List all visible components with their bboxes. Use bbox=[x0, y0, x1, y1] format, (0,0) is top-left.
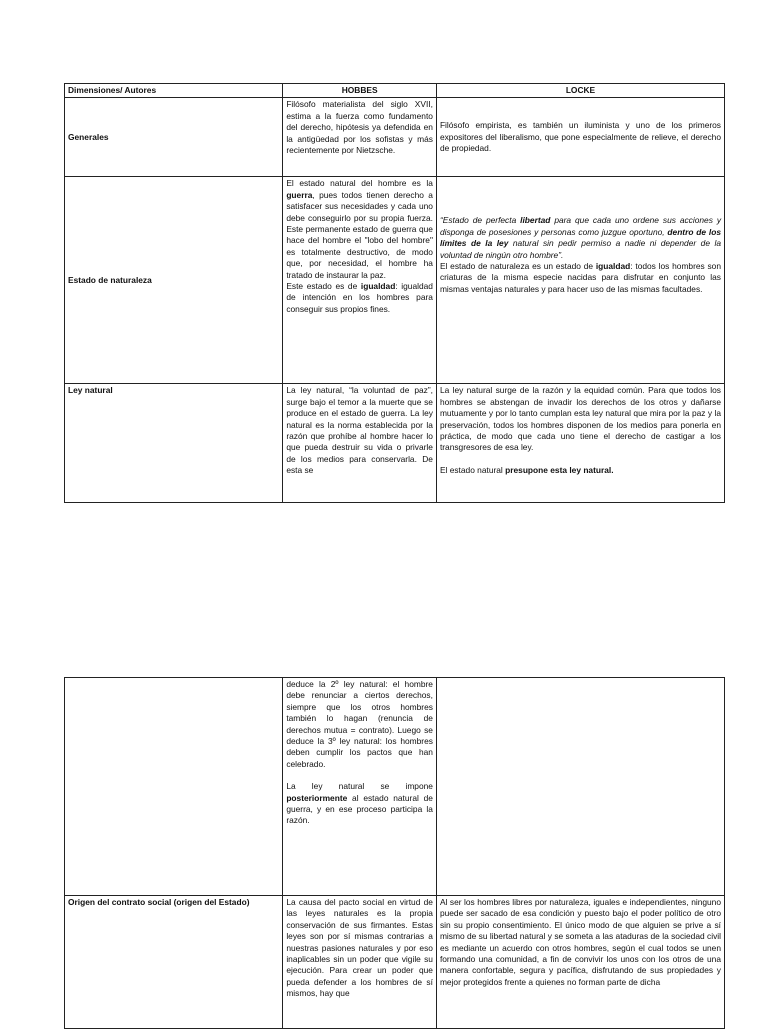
hobbes-ley-natural-continued bbox=[283, 678, 437, 896]
row-origen-contrato bbox=[65, 896, 725, 1029]
text: La ley natural se impone bbox=[286, 781, 433, 792]
text: La ley natural, “la voluntad de paz”, surge bajo el temor a la muerte que se produce en el estado de guerra. La ley natural es la norma establecida por la razón que prohíbe al hombre hacer lo que pueda destruir su vida o privarle de los medios para conservarla. De esta se bbox=[286, 385, 433, 476]
hobbes-estado-naturaleza bbox=[283, 177, 437, 384]
comparison-table-page-1 bbox=[64, 83, 725, 503]
hobbes-origen-contrato bbox=[283, 896, 437, 1029]
hobbes-ley-natural bbox=[283, 384, 437, 503]
locke-origen-contrato bbox=[436, 896, 724, 1029]
emphasis: dentro de los límites de la ley bbox=[439, 226, 721, 249]
locke-generales: Filósofo empirista, es también un iluminista y uno de los primeros expositores del liberalismo, que pone especialmente de relieve, el derecho de propiedad. bbox=[436, 98, 724, 177]
row-label-origen-contrato: Origen del contrato social (origen del Estado) bbox=[65, 896, 283, 1029]
row-ley-natural-continued bbox=[65, 678, 725, 896]
text: La ley natural surge de la razón y la equidad común. Para que todos los hombres se abstengan de invadir los derechos de los otros y dañarse mutuamente y por lo tanto cumplan esta ley natural que mira por la paz y la preservación, todos los hombres disponen de los medios para ponerla en práctica, de modo que cada uno tiene el derecho de castigar a los transgresores de esa ley. bbox=[439, 385, 721, 453]
text: El estado de naturaleza es un estado de bbox=[439, 261, 596, 272]
emphasis: igualdad bbox=[595, 261, 631, 272]
emphasis: guerra bbox=[286, 189, 313, 200]
text: Este estado es de bbox=[286, 281, 361, 292]
emphasis: presupone esta ley natural. bbox=[505, 464, 614, 475]
text: : todos los hombres son criaturas de la misma especie nacidas para disfrutar en conjunto las mismas ventajas naturales y para hacer uso de las mismas facultades. bbox=[439, 261, 721, 294]
text: : igualdad de intención en los hombres para conseguir sus propios fines. bbox=[286, 281, 433, 314]
locke-estado-naturaleza bbox=[436, 177, 724, 384]
text: , pues todos tienen derecho a satisfacer sus necesidades y cada uno debe conseguirlo por su propia fuerza. Este permanente estado de guerra que hace del hombre el "lobo del hombre" es totalmente destructivo, de modo que, por necesidad, el hombre ha tratado de instaurar la paz. bbox=[286, 189, 433, 280]
locke-empty bbox=[436, 678, 724, 896]
text: “Estado de perfecta bbox=[439, 215, 521, 226]
text: Al ser los hombres libres por naturaleza, iguales e independientes, ninguno puede ser sacado de esa condición y puesto bajo el poder político de otro sin su propio consentimiento. El único modo de que alguien se prive a sí mismo de su libertad natural y se someta a las ataduras de la sociedad civil es mediante un acuerdo con otros hombres, según el cual todos se unen formando una comunidad, a fin de convivir los unos con los otros de una manera confortable, segura y pacífica, disfrutando de sus propiedades y mejor protegidos frente a quienes no forman parte de dicha bbox=[439, 897, 721, 987]
locke-ley-natural bbox=[436, 384, 724, 503]
row-label-generales: Generales bbox=[65, 98, 283, 177]
row-generales bbox=[65, 98, 725, 177]
text: deduce la 2º ley natural: el hombre debe renunciar a ciertos derechos, siempre que los otros hombres también lo hagan (renuncia de derechos mutua = contrato). Luego se deduce la 3º ley natural: los hombres deben cumplir los pactos que han celebrado. bbox=[286, 679, 433, 769]
row-label-ley-natural: Ley natural bbox=[65, 384, 283, 503]
text: al estado natural de guerra, y en ese proceso participa la razón. bbox=[286, 792, 433, 826]
row-estado-naturaleza bbox=[65, 177, 725, 384]
emphasis: igualdad bbox=[360, 281, 396, 292]
text: La causa del pacto social en virtud de las leyes naturales es la propia conservación de sus firmantes. Estas leyes son por sí mismas contrarias a nuestras pasiones naturales y por eso inaplicables sin un poder que vigile su ejecución. Para crear un poder que pueda defender a los hombres de sí mismos, hay que bbox=[286, 897, 433, 999]
header-dimension: Dimensiones/ Autores bbox=[65, 84, 283, 98]
hobbes-generales: Filósofo materialista del siglo XVII, estima a la fuerza como fundamento del derecho, hipótesis ya defendida en la antigüedad por los sofistas y más recientemente por Nietzsche. bbox=[283, 98, 437, 177]
row-label-empty bbox=[65, 678, 283, 896]
text: para que cada uno ordene sus acciones y disponga de posesiones y personas como juzgue oportuno, bbox=[439, 215, 722, 237]
header-hobbes: HOBBES bbox=[283, 84, 437, 98]
row-label-estado-naturaleza: Estado de naturaleza bbox=[65, 177, 283, 384]
text: natural sin pedir permiso a nadie ni depender de la voluntad de ningún otro hombre”. bbox=[439, 238, 721, 260]
text: El estado natural del hombre es la bbox=[286, 178, 433, 189]
header-row bbox=[65, 84, 725, 98]
row-ley-natural bbox=[65, 384, 725, 503]
header-locke: LOCKE bbox=[436, 84, 724, 98]
text: El estado natural bbox=[439, 464, 506, 475]
emphasis: libertad bbox=[520, 215, 551, 226]
emphasis: posteriormente bbox=[286, 792, 348, 803]
comparison-table-page-2 bbox=[64, 677, 725, 1029]
